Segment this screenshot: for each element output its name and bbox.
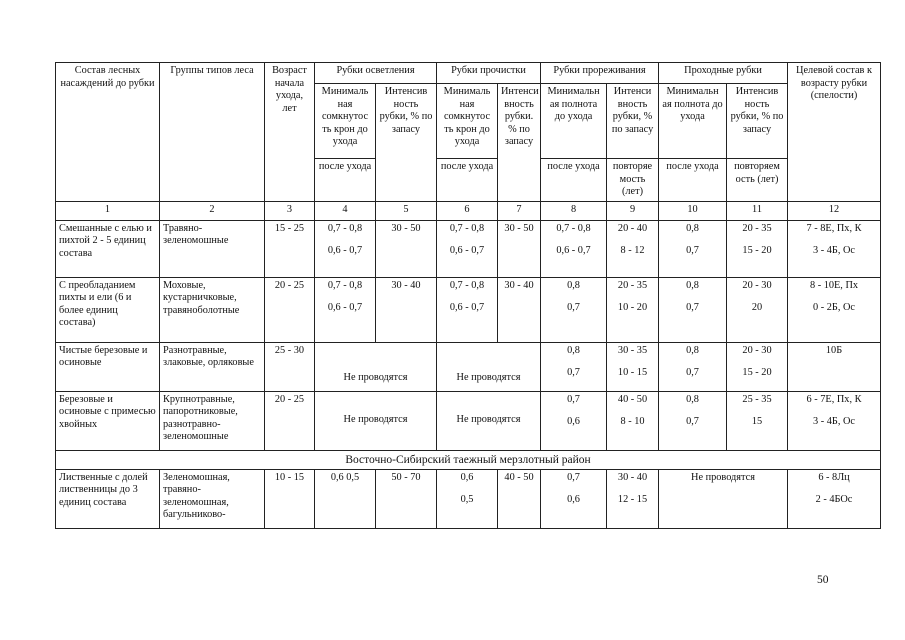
cell-proch-not-performed: Не проводятся [437, 391, 541, 450]
cell-osv-crown: 0,6 0,5 [315, 469, 376, 528]
cell-prorezh-density [541, 469, 607, 528]
header-min-density-prohod: Минимальн ая полнота до ухода [659, 84, 727, 159]
cell-target [788, 220, 881, 277]
value-intensity: 30 - 40 [617, 471, 648, 483]
value-repeat: 15 [751, 416, 763, 428]
value-intensity: 30 - 35 [617, 344, 648, 356]
header-repeat-prohod: повторяем ость (лет) [727, 159, 788, 202]
cell-proch-intensity: 40 - 50 [498, 469, 541, 528]
cell-proch-crown [437, 277, 498, 342]
target-line: 7 - 8Е, Пх, К [806, 222, 862, 234]
cell-prorezh-density [541, 220, 607, 277]
header-repeat-prorezh: повторяе мость (лет) [607, 159, 659, 202]
cell-proch-not-performed: Не проводятся [437, 342, 541, 391]
table-row [56, 342, 881, 391]
cell-osv-crown [315, 220, 376, 277]
cell-prohod-intensity [727, 391, 788, 450]
value-repeat: 12 - 15 [617, 494, 648, 506]
header-after-care-prohod: после ухода [659, 159, 727, 202]
value-intensity: 20 - 40 [617, 222, 648, 234]
value-repeat: 10 - 20 [617, 302, 648, 314]
cell-prohod-intensity [727, 277, 788, 342]
value-intensity: 25 - 35 [742, 393, 772, 405]
column-number: 2 [160, 201, 265, 220]
column-number: 12 [788, 201, 881, 220]
cell-prohod-not-performed: Не проводятся [659, 469, 788, 528]
cell-prorezh-intensity [607, 277, 659, 342]
header-after-care-proch: после ухода [437, 159, 498, 202]
header-group-osvetlenie: Рубки осветления [315, 63, 437, 84]
value-before: 0,7 [567, 471, 580, 483]
table-row [56, 469, 881, 528]
target-line: 6 - 8Лц [818, 471, 850, 483]
value-intensity: 20 - 30 [742, 344, 772, 356]
cell-composition: Чистые березовые и осиновые [56, 342, 160, 391]
cell-composition: Березовые и осиновые с примесью хвойных [56, 391, 160, 450]
header-start-age: Возраст начала ухода, лет [265, 63, 315, 202]
table-row [56, 391, 881, 450]
column-number: 9 [607, 201, 659, 220]
cell-age: 15 - 25 [265, 220, 315, 277]
header-group-prorezhivanie: Рубки прореживания [541, 63, 659, 84]
header-min-crown-proch: Минималь ная сомкнутос ть крон до ухода [437, 84, 498, 159]
header-group-prohodnye: Проходные рубки [659, 63, 788, 84]
cell-osv-intensity: 30 - 40 [376, 277, 437, 342]
cell-target [788, 277, 881, 342]
cell-proch-intensity: 30 - 50 [498, 220, 541, 277]
header-after-care-osv: после ухода [315, 159, 376, 202]
value-before: 0,8 [686, 344, 699, 356]
cell-prorezh-density [541, 342, 607, 391]
column-number: 11 [727, 201, 788, 220]
value-after: 0,5 [460, 494, 474, 506]
table-row [56, 277, 881, 342]
column-number: 6 [437, 201, 498, 220]
value-after: 0,7 [686, 302, 699, 314]
cell-prohod-intensity [727, 220, 788, 277]
value-before: 0,6 [460, 471, 474, 483]
cell-age: 20 - 25 [265, 277, 315, 342]
cell-osv-not-performed: Не проводятся [315, 342, 437, 391]
value-after: 0,7 [686, 416, 699, 428]
value-after: 0,6 [567, 416, 580, 428]
cell-forest-types: Разнотравные, злаковые, орляковые [160, 342, 265, 391]
cell-prohod-density [659, 277, 727, 342]
value-after: 0,7 [567, 302, 580, 314]
value-after: 0,6 - 0,7 [327, 245, 363, 257]
value-before: 0,8 [567, 279, 580, 291]
header-composition: Состав лесных насаждений до рубки [56, 63, 160, 202]
cell-prohod-density [659, 342, 727, 391]
cell-osv-not-performed: Не проводятся [315, 391, 437, 450]
cell-prorezh-density [541, 277, 607, 342]
target-line: 8 - 10Е, Пх [809, 279, 859, 291]
cell-prorezh-density [541, 391, 607, 450]
value-before: 0,7 [567, 393, 580, 405]
value-before: 0,8 [567, 344, 580, 356]
column-number: 4 [315, 201, 376, 220]
header-min-crown-osv: Минималь ная сомкнутос ть крон до ухода [315, 84, 376, 159]
cell-osv-intensity: 50 - 70 [376, 469, 437, 528]
value-repeat: 8 - 12 [620, 245, 645, 257]
header-target-composition: Целевой состав к возрасту рубки (спелости) [788, 63, 881, 202]
header-group-prochistka: Рубки прочистки [437, 63, 541, 84]
cell-forest-types: Моховые, кустарничковые, травяноболотные [160, 277, 265, 342]
cell-composition: С преобладанием пихты и ели (6 и более единиц состава) [56, 277, 160, 342]
cell-osv-crown [315, 277, 376, 342]
value-before: 0,8 [686, 222, 699, 234]
cell-composition: Лиственные с долей лиственницы до 3 единиц состава [56, 469, 160, 528]
value-repeat: 15 - 20 [742, 245, 772, 257]
cell-prorezh-intensity [607, 391, 659, 450]
value-intensity: 20 - 35 [742, 222, 772, 234]
value-repeat: 8 - 10 [620, 416, 645, 428]
header-intensity-prorezh: Интенси вность рубки, % по запасу [607, 84, 659, 159]
header-intensity-prohod: Интенсив ность рубки, % по запасу [727, 84, 788, 159]
cell-osv-intensity: 30 - 50 [376, 220, 437, 277]
cell-prohod-intensity [727, 342, 788, 391]
value-before: 0,7 - 0,8 [327, 279, 363, 291]
cell-forest-types: Травяно- зеленомошные [160, 220, 265, 277]
value-intensity: 20 - 35 [617, 279, 648, 291]
cell-prorezh-intensity [607, 220, 659, 277]
cell-prohod-density [659, 391, 727, 450]
region-title: Восточно-Сибирский таежный мерзлотный район [56, 450, 881, 469]
column-number: 3 [265, 201, 315, 220]
cell-forest-types: Крупнотравные, папоротниковые, разнотравно- зеленомошные [160, 391, 265, 450]
header-forest-types: Группы типов леса [160, 63, 265, 202]
cell-target: 10Б [788, 342, 881, 391]
cell-forest-types: Зеленомошная, травяно- зеленомошная, багульниково- [160, 469, 265, 528]
value-repeat: 20 [751, 302, 763, 314]
cell-proch-crown [437, 220, 498, 277]
value-after: 0,6 - 0,7 [327, 302, 363, 314]
value-intensity: 40 - 50 [617, 393, 648, 405]
cell-prohod-density [659, 220, 727, 277]
cell-age: 25 - 30 [265, 342, 315, 391]
value-after: 0,7 - 0,8 [327, 222, 363, 234]
value-before: 0,7 - 0,8 [449, 279, 485, 291]
header-after-care-prorezh: после ухода [541, 159, 607, 202]
table-row [56, 220, 881, 277]
header-min-density-prorezh: Минимальн ая полнота до ухода [541, 84, 607, 159]
target-line: 3 - 4Б, Ос [813, 245, 855, 257]
target-line: 6 - 7Е, Пх, К [806, 393, 862, 405]
cell-target [788, 391, 881, 450]
cell-prorezh-intensity [607, 469, 659, 528]
cell-prorezh-intensity [607, 342, 659, 391]
cell-age: 10 - 15 [265, 469, 315, 528]
value-before: 0,8 [686, 279, 699, 291]
target-line: 3 - 4Б, Ос [813, 416, 855, 428]
value-after: 0,6 - 0,7 [449, 245, 485, 257]
target-line: 0 - 2Б, Ос [813, 302, 855, 314]
header-intensity-proch: Интенси вность рубки. % по запасу [498, 84, 541, 202]
value-after: 0,7 [686, 367, 699, 379]
value-before: 0,8 [686, 393, 699, 405]
column-number: 1 [56, 201, 160, 220]
value-before: 0,7 - 0,8 [449, 222, 485, 234]
value-intensity: 20 - 30 [742, 279, 772, 291]
value-after: 0,7 [567, 367, 580, 379]
target-line: 2 - 4БОс [815, 494, 853, 506]
column-number-row [56, 201, 881, 220]
column-number: 5 [376, 201, 437, 220]
header-intensity-osv: Интенсив ность рубки, % по запасу [376, 84, 437, 202]
value-before: 0,7 - 0,8 [556, 222, 591, 234]
column-number: 10 [659, 201, 727, 220]
value-after: 0,6 - 0,7 [556, 245, 591, 257]
value-after: 0,7 [686, 245, 699, 257]
region-row [56, 450, 881, 469]
value-after: 0,6 - 0,7 [449, 302, 485, 314]
column-number: 7 [498, 201, 541, 220]
value-repeat: 10 - 15 [617, 367, 648, 379]
cell-proch-intensity: 30 - 40 [498, 277, 541, 342]
value-after: 0,6 [567, 494, 580, 506]
cell-age: 20 - 25 [265, 391, 315, 450]
cell-target [788, 469, 881, 528]
value-repeat: 15 - 20 [742, 367, 772, 379]
page-number: 50 [817, 574, 829, 586]
column-number: 8 [541, 201, 607, 220]
cell-proch-crown [437, 469, 498, 528]
cell-composition: Смешанные с елью и пихтой 2 - 5 единиц состава [56, 220, 160, 277]
forest-care-table [55, 62, 881, 529]
